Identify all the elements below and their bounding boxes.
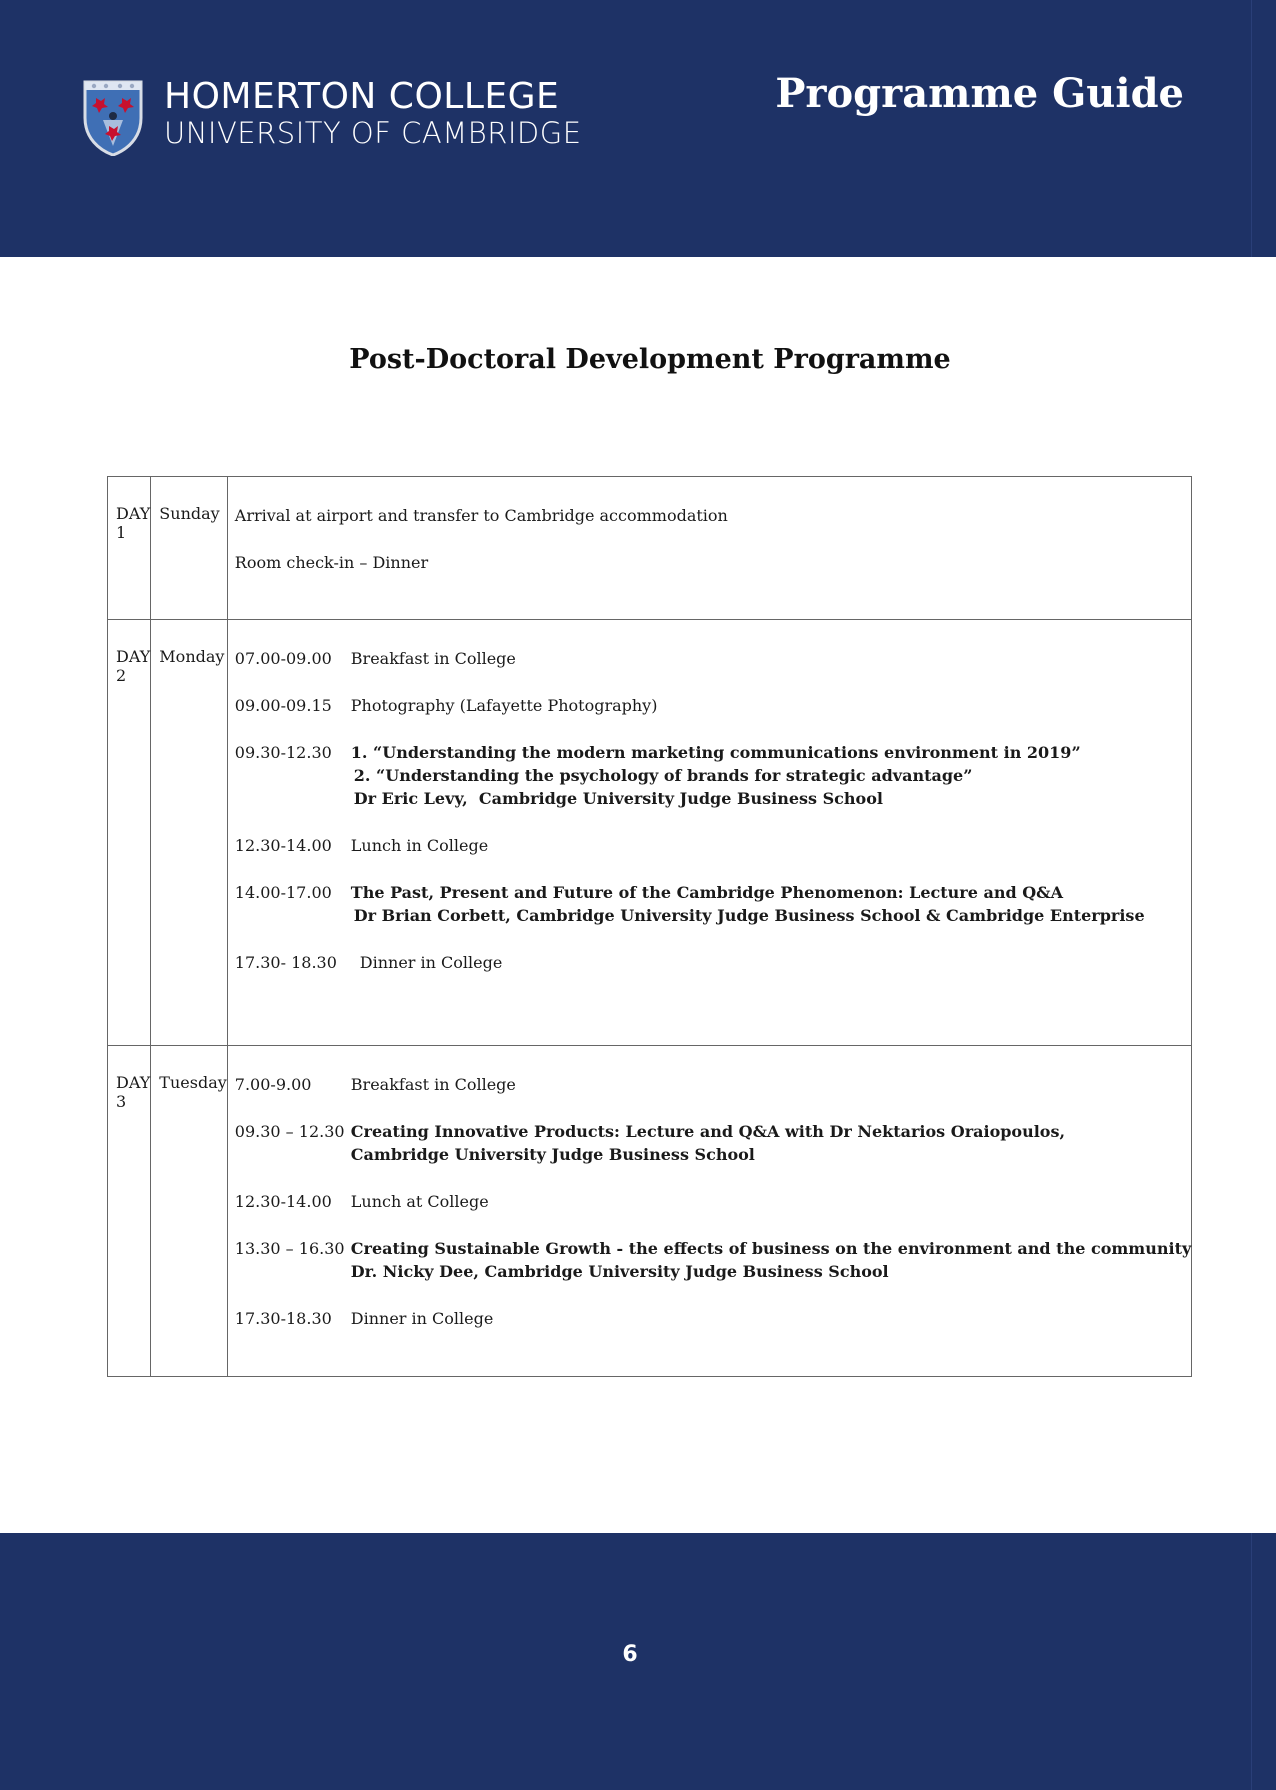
event-description [351,1073,1191,1096]
event-time: 17.30-18.30 [234,1309,332,1328]
page-number: 6 [622,1642,638,1667]
schedule-item [235,1307,1191,1330]
events-cell [227,477,1191,620]
schedule-item [235,834,1191,857]
header-edge-line [1251,0,1252,257]
event-line: 2. “Understanding the psychology of brands for strategic advantage” [353,766,973,785]
event-description [351,741,1191,810]
day-label: DAY 1 [108,477,151,620]
event-speaker: Dr Brian Corbett, Cambridge University Judge Business School & Cambridge Enterprise [353,906,1145,925]
guide-title: Programme Guide [775,70,1184,117]
event-description [351,1237,1191,1283]
table-row-day-3 [108,1046,1192,1377]
event-line: Breakfast in College [350,1075,516,1094]
event-description [351,694,1191,717]
event-text: Arrival at airport and transfer to Cambridge accommodation [234,506,728,525]
college-name: HOMERTON COLLEGE [164,76,560,117]
event-line: 1. “Understanding the modern marketing communications environment in 2019” [350,743,1081,762]
schedule-item [235,881,1191,927]
event-description [351,834,1191,857]
schedule-item [235,1073,1191,1096]
event-time: 09.30 – 12.30 [234,1122,345,1141]
event-line: Dinner in College [359,953,503,972]
event-description [351,647,1191,670]
event-speaker: Dr. Nicky Dee, Cambridge University Judge Business School [350,1262,889,1281]
weekday-label: Sunday [151,477,227,620]
event-description [351,1190,1191,1213]
event-time: 13.30 – 16.30 [234,1239,345,1258]
event-line: Photography (Lafayette Photography) [350,696,658,715]
events-cell [227,1046,1191,1377]
page-title: Post-Doctoral Development Programme [349,344,951,375]
university-name: UNIVERSITY OF CAMBRIDGE [164,115,582,150]
event-line: Cambridge University Judge Business School [350,1145,755,1164]
college-crest-icon [82,78,144,156]
event-time: 12.30-14.00 [234,1192,332,1211]
day-label: DAY 3 [108,1046,151,1377]
event-line: Creating Innovative Products: Lecture and Q&A with Dr Nektarios Oraiopoulos, [350,1122,1066,1141]
college-logo [82,78,582,156]
table-row-day-2 [108,620,1192,1046]
schedule-item [235,741,1191,810]
event-line: Dinner in College [350,1309,494,1328]
schedule-item [235,951,1191,974]
event-description [351,1307,1191,1330]
weekday-label: Monday [151,620,227,1046]
event-text: Room check-in – Dinner [234,553,429,572]
schedule-item [235,694,1191,717]
event-time: 09.00-09.15 [234,696,332,715]
event-line: Creating Sustainable Growth - the effects of business on the environment and the community [350,1239,1192,1258]
event-time: 7.00-9.00 [234,1075,312,1094]
programme-table [107,476,1192,1377]
event-line: The Past, Present and Future of the Cambridge Phenomenon: Lecture and Q&A [350,883,1064,902]
day-label: DAY 2 [108,620,151,1046]
event-line: Breakfast in College [350,649,516,668]
schedule-item [235,647,1191,670]
header-banner [0,0,1276,257]
event-time: 09.30-12.30 [234,743,332,762]
event-description [351,881,1191,927]
event-description [351,1120,1191,1166]
footer-banner [0,1533,1276,1790]
event-line: Lunch at College [350,1192,489,1211]
schedule-item [235,1190,1191,1213]
event-line: Lunch in College [350,836,489,855]
event-time: 12.30-14.00 [234,836,332,855]
event-description [351,951,1191,974]
schedule-item [235,1237,1191,1283]
table-row-day-1 [108,477,1192,620]
event-speaker: Dr Eric Levy, Cambridge University Judge Business School [353,789,883,808]
weekday-label: Tuesday [151,1046,227,1377]
schedule-item [235,1120,1191,1166]
event-time: 14.00-17.00 [234,883,332,902]
events-cell [227,620,1191,1046]
event-time: 17.30- 18.30 [234,953,337,972]
event-time: 07.00-09.00 [234,649,332,668]
